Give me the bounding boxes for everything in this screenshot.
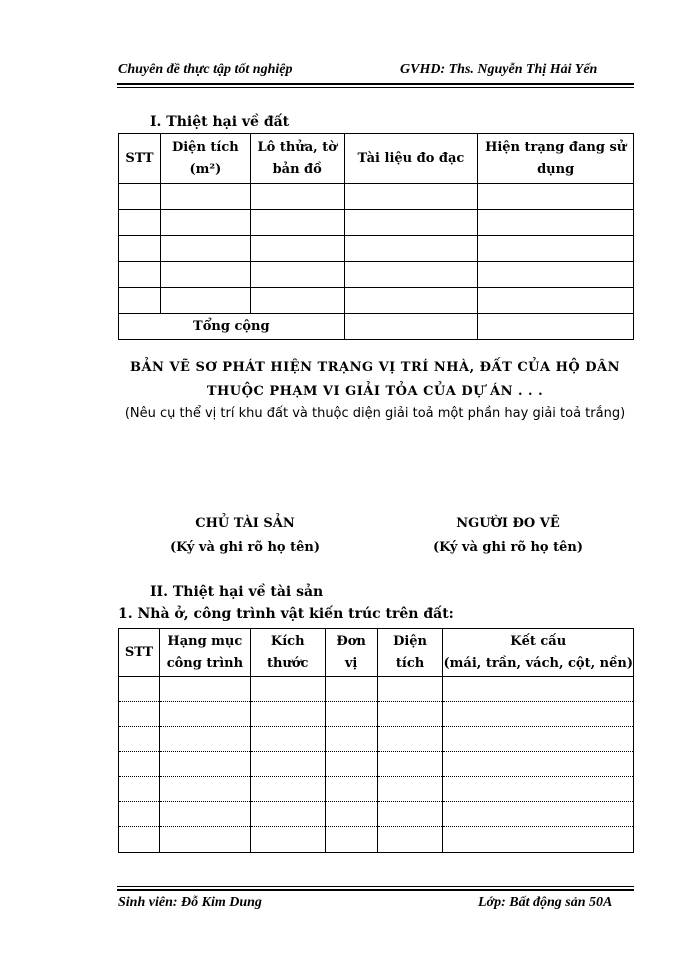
table-row: [119, 184, 634, 210]
asset-damage-table: [118, 628, 634, 853]
col-dimensions: Kích thước: [250, 629, 325, 677]
total-label: Tổng cộng: [119, 314, 345, 340]
footer-left: Sinh viên: Đỗ Kim Dung: [118, 895, 262, 910]
table-row: [119, 288, 634, 314]
table-row: [119, 702, 634, 727]
owner-title: CHỦ TÀI SẢN: [195, 516, 295, 531]
col-item: Hạng mục công trình: [159, 629, 250, 677]
table-row: [119, 727, 634, 752]
footer-right: Lớp: Bất động sản 50A: [478, 895, 613, 910]
surveyor-title: NGƯỜI ĐO VẼ: [456, 516, 560, 531]
col-structure: Kết cấu (mái, trần, vách, cột, nền): [443, 629, 634, 677]
table-row: [119, 236, 634, 262]
table-row: [119, 210, 634, 236]
table-row: [119, 802, 634, 827]
col-area: Diện tích: [377, 629, 443, 677]
col-unit: Đơn vị: [325, 629, 377, 677]
footer-rule: [117, 889, 634, 891]
drawing-title-line2: THUỘC PHẠM VI GIẢI TỎA CỦA DỰ ÁN . . .: [206, 384, 544, 399]
table-row: [119, 777, 634, 802]
section2-subtitle: 1. Nhà ở, công trình vật kiến trúc trên đất:: [118, 606, 454, 622]
header-right: GVHD: Ths. Nguyễn Thị Hải Yến: [400, 62, 598, 77]
table-row: [119, 752, 634, 777]
section1-title: I. Thiệt hại về đất: [150, 114, 290, 130]
col-stt: STT: [119, 134, 161, 184]
section2-title: II. Thiệt hại về tài sản: [150, 584, 324, 600]
table-header-row: [119, 134, 634, 184]
col-current-use: Hiện trạng đang sử dụng: [478, 134, 634, 184]
land-damage-table: [118, 133, 634, 340]
col-stt: STT: [119, 629, 160, 677]
col-plot: Lô thửa, tờ bản đồ: [250, 134, 344, 184]
col-area: Diện tích (m²): [160, 134, 250, 184]
table-row: [119, 827, 634, 853]
header-rule: [117, 83, 634, 85]
surveyor-sub: (Ký và ghi rõ họ tên): [432, 540, 584, 555]
footer-rule-thin: [117, 886, 634, 887]
table-total-row: [119, 314, 634, 340]
owner-sub: (Ký và ghi rõ họ tên): [169, 540, 321, 555]
header-rule-thin: [117, 87, 634, 88]
table-header-row: [119, 629, 634, 677]
drawing-title-line1: BẢN VẼ SƠ PHÁT HIỆN TRẠNG VỊ TRÍ NHÀ, ĐẤT CỦA HỘ DÂN: [129, 360, 621, 375]
table-row: [119, 677, 634, 702]
table-row: [119, 262, 634, 288]
col-survey-docs: Tài liệu đo đạc: [344, 134, 478, 184]
header-left: Chuyên đề thực tập tốt nghiệp: [118, 62, 293, 77]
drawing-note: (Nêu cụ thể vị trí khu đất và thuộc diện giải toả một phần hay giải toả trắng): [124, 406, 626, 421]
